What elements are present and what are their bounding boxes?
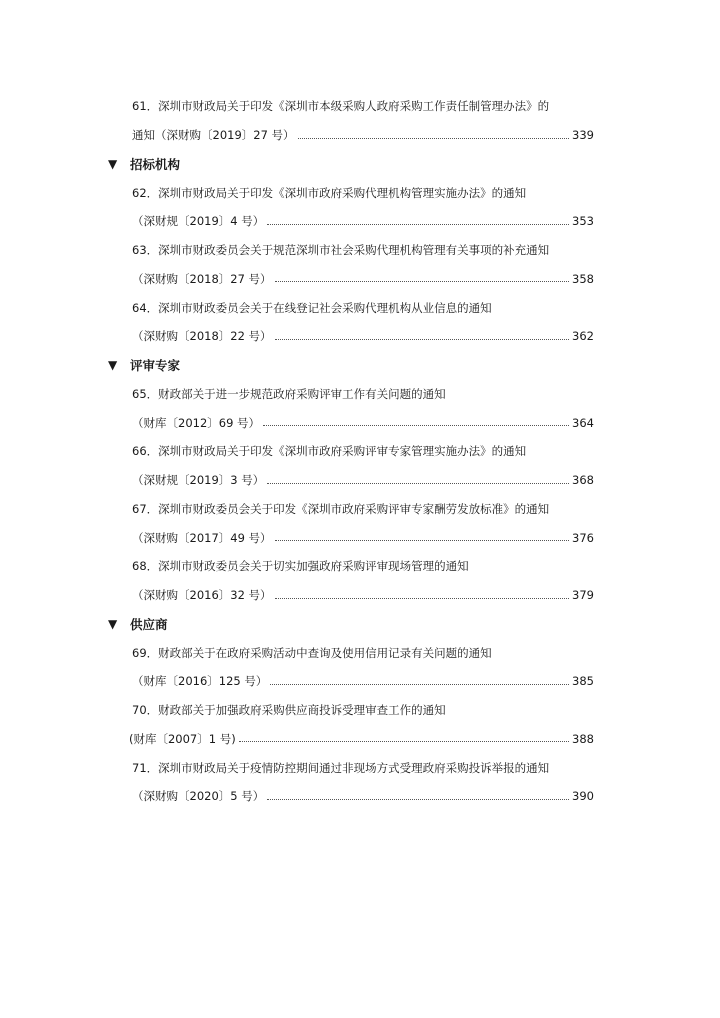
page-number: 390 [572,789,594,804]
toc-entry-reference[interactable] [108,121,594,150]
document-number: (财库〔2007〕1 号) [129,731,236,746]
toc-entry-title[interactable]: 67．深圳市财政委员会关于印发《深圳市政府采购评审专家酬劳发放标准》的通知 [132,501,550,516]
toc-entry-reference[interactable] [108,667,594,696]
section-heading-text: 招标机构 [130,156,181,172]
section-heading-text: 供应商 [130,616,168,632]
toc-entry-reference[interactable] [108,265,594,294]
section-heading [108,351,594,380]
document-number: 通知（深财购〔2019〕27 号） [132,128,295,143]
toc-entry-title[interactable]: 69．财政部关于在政府采购活动中查询及使用信用记录有关问题的通知 [132,645,492,660]
toc-entry-title[interactable]: 63．深圳市财政委员会关于规范深圳市社会采购代理机构管理有关事项的补充通知 [132,243,550,258]
document-number: （深财规〔2019〕4 号） [132,214,265,229]
dot-leader [298,138,569,139]
toc-entry-title[interactable]: 71．深圳市财政局关于疫情防控期间通过非现场方式受理政府采购投诉举报的通知 [132,760,550,775]
document-number: （深财购〔2017〕49 号） [132,530,272,545]
section-heading [108,610,594,639]
triangle-down-icon: ▼ [108,156,118,171]
page-number: 362 [572,329,594,344]
toc-entry-title[interactable]: 66．深圳市财政局关于印发《深圳市政府采购评审专家管理实施办法》的通知 [132,444,527,459]
document-number: （深财购〔2018〕22 号） [132,329,272,344]
dot-leader [263,425,569,426]
toc-entry-title[interactable]: 62．深圳市财政局关于印发《深圳市政府采购代理机构管理实施办法》的通知 [132,185,527,200]
dot-leader [275,281,569,282]
dot-leader [267,483,569,484]
document-number: （财库〔2016〕125 号） [132,674,268,689]
page-number: 376 [572,530,594,545]
dot-leader [267,799,569,800]
toc-entry-title[interactable]: 70．财政部关于加强政府采购供应商投诉受理审查工作的通知 [132,703,446,718]
toc-entry-reference[interactable] [108,408,594,437]
triangle-down-icon: ▼ [108,358,118,373]
page-number: 379 [572,588,594,603]
dot-leader [275,540,569,541]
toc-entry-reference[interactable] [108,322,594,351]
toc-entry-title[interactable]: 68．深圳市财政委员会关于切实加强政府采购评审现场管理的通知 [132,559,469,574]
document-number: （深财购〔2020〕5 号） [132,789,265,804]
section-heading-text: 评审专家 [130,358,181,374]
dot-leader [270,684,569,685]
document-number: （深财购〔2016〕32 号） [132,588,272,603]
toc-entry-title[interactable]: 61．深圳市财政局关于印发《深圳市本级采购人政府采购工作责任制管理办法》的 [132,99,550,114]
toc-entry-reference[interactable] [108,725,594,754]
document-number: （深财规〔2019〕3 号） [132,473,265,488]
dot-leader [239,741,569,742]
dot-leader [275,598,569,599]
triangle-down-icon: ▼ [108,616,118,631]
table-of-contents [108,92,594,811]
document-number: （财库〔2012〕69 号） [132,415,261,430]
dot-leader [267,224,569,225]
section-heading [108,150,594,179]
toc-entry-reference[interactable] [108,207,594,236]
page-number: 368 [572,473,594,488]
page-number: 364 [572,415,594,430]
page-number: 339 [572,128,594,143]
toc-entry-reference[interactable] [108,782,594,811]
toc-entry-reference[interactable] [108,523,594,552]
page-number: 358 [572,271,594,286]
page-number: 385 [572,674,594,689]
toc-entry-reference[interactable] [108,581,594,610]
toc-entry-title[interactable]: 64．深圳市财政委员会关于在线登记社会采购代理机构从业信息的通知 [132,300,492,315]
document-number: （深财购〔2018〕27 号） [132,271,272,286]
dot-leader [275,339,569,340]
toc-entry-title[interactable]: 65．财政部关于进一步规范政府采购评审工作有关问题的通知 [132,386,446,401]
page-number: 353 [572,214,594,229]
toc-entry-reference[interactable] [108,466,594,495]
page-number: 388 [572,731,594,746]
